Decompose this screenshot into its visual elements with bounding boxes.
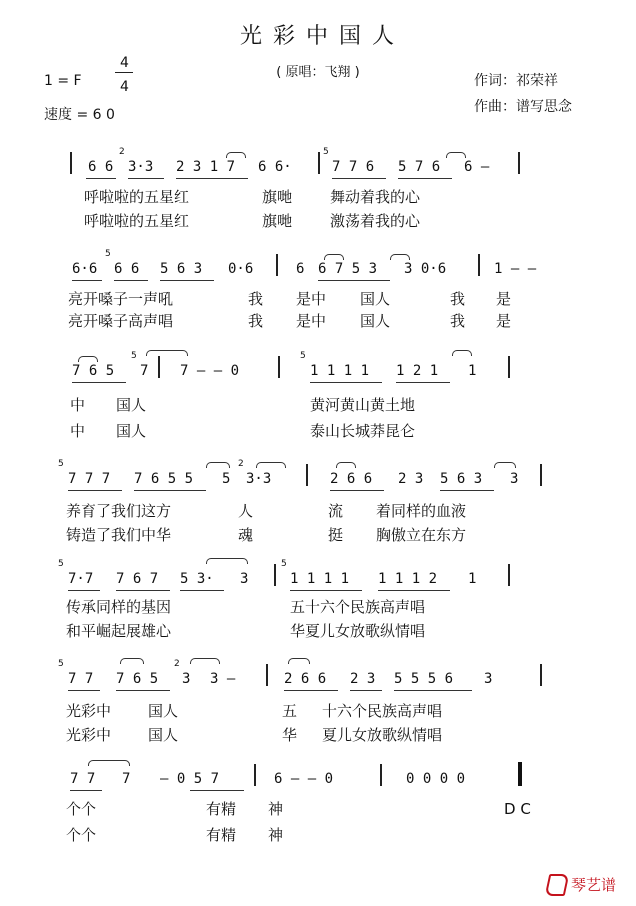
- note-group: 3: [484, 671, 493, 687]
- barline: [478, 254, 480, 276]
- note-group: 6 6·: [258, 159, 292, 175]
- lyric-line: 是: [496, 290, 512, 308]
- lyric-line: 中: [70, 422, 86, 440]
- lyric-line: 我: [248, 312, 264, 330]
- underline: [134, 490, 206, 491]
- grace-note: 5: [300, 351, 306, 361]
- lyric-line: 光彩中: [66, 726, 112, 744]
- barline: [508, 356, 510, 378]
- lyric-line: 夏儿女放歌纵情唱: [322, 726, 443, 744]
- grace-note: 2: [174, 659, 180, 669]
- barline: [70, 152, 72, 174]
- tie: [390, 254, 410, 260]
- barline: [508, 564, 510, 586]
- note-group: 7 7: [70, 771, 96, 787]
- underline: [396, 382, 450, 383]
- underline: [128, 178, 164, 179]
- note-group: 7 7: [68, 671, 94, 687]
- note-group: 5 3·: [180, 571, 214, 587]
- underline: [68, 690, 100, 691]
- note-group: 3·3: [128, 159, 154, 175]
- underline: [68, 490, 122, 491]
- underline: [284, 690, 338, 691]
- barline: [306, 464, 308, 486]
- lyric-line: 舞动着我的心: [330, 188, 421, 206]
- lyric-line: 中: [70, 396, 86, 414]
- barline: [540, 464, 542, 486]
- note-group: 1: [468, 363, 477, 379]
- grace-note: 5: [58, 459, 64, 469]
- lyric-line: 国人: [116, 422, 147, 440]
- note-group: 2 6 6: [330, 471, 373, 487]
- lyric-line: 泰山长城莽昆仑: [310, 422, 416, 440]
- underline: [190, 790, 244, 791]
- underline: [114, 280, 148, 281]
- note-group: 0·6: [228, 261, 254, 277]
- lyric-line: 有精: [206, 826, 237, 844]
- grace-note: 5: [105, 249, 111, 259]
- lyric-line: 挺: [328, 526, 344, 544]
- lyric-line: 个个: [66, 800, 97, 818]
- note-group: 3: [510, 471, 519, 487]
- grace-note: 5: [58, 659, 64, 669]
- note-group: 1 – –: [494, 261, 537, 277]
- tie: [206, 558, 248, 564]
- underline: [86, 178, 116, 179]
- note-group: 7 – – 0: [180, 363, 240, 379]
- lyric-line: 铸造了我们中华: [66, 526, 172, 544]
- barline: [276, 254, 278, 276]
- note-group: 6 –: [464, 159, 490, 175]
- underline: [310, 382, 382, 383]
- note-group: 7 7 7: [68, 471, 111, 487]
- tie: [78, 356, 98, 362]
- grace-note: 5: [323, 147, 329, 157]
- lyric-line: 华: [282, 726, 298, 744]
- underline: [70, 790, 102, 791]
- lyric-line: 旗哋: [262, 188, 293, 206]
- barline: [540, 664, 542, 686]
- note-group: 3: [182, 671, 191, 687]
- lyric-line: 激荡着我的心: [330, 212, 421, 230]
- note-group: 6 6: [114, 261, 140, 277]
- lyric-line: 神: [268, 826, 284, 844]
- lyric-line: 着同样的血液: [376, 502, 467, 520]
- note-group: 6: [296, 261, 305, 277]
- lyric-line: 我: [248, 290, 264, 308]
- note-group: 7 7 6: [332, 159, 375, 175]
- da-capo-marking: D C: [504, 800, 531, 818]
- note-group: 7·7: [68, 571, 94, 587]
- note-group: 7 6 7: [116, 571, 159, 587]
- note-group: 1 1 1 1: [290, 571, 350, 587]
- note-group: 3 –: [210, 671, 236, 687]
- barline: [518, 152, 520, 174]
- underline: [330, 490, 384, 491]
- note-group: 1 2 1: [396, 363, 439, 379]
- note-group: 2 3: [350, 671, 376, 687]
- barline: [274, 564, 276, 586]
- note-group: 6 6: [88, 159, 114, 175]
- underline: [116, 590, 170, 591]
- lyric-line: 亮开嗓子高声唱: [68, 312, 174, 330]
- underline: [160, 280, 214, 281]
- tie: [206, 462, 230, 468]
- lyric-line: 和平崛起展雄心: [66, 622, 172, 640]
- note-group: 3·3: [246, 471, 272, 487]
- lyric-line: 国人: [148, 726, 179, 744]
- lyricist-credit: 作词：祁荣祥: [474, 73, 558, 89]
- barline: [380, 764, 382, 786]
- note-group: 0 0 0 0: [406, 771, 466, 787]
- watermark-text: 琴艺谱: [570, 875, 616, 894]
- lyric-line: 我: [450, 290, 466, 308]
- lyric-line: 神: [268, 800, 284, 818]
- underline: [318, 280, 390, 281]
- lyric-line: 国人: [360, 312, 391, 330]
- lyric-line: 国人: [360, 290, 391, 308]
- underline: [378, 590, 450, 591]
- tie: [494, 462, 516, 468]
- note-group: 3 0·6: [404, 261, 447, 277]
- tie: [226, 152, 246, 158]
- note-group: 5 6 3: [440, 471, 483, 487]
- song-subtitle: ( 原唱：飞翔 ): [276, 65, 360, 80]
- lyric-line: 国人: [116, 396, 147, 414]
- lyric-line: 人: [238, 502, 254, 520]
- note-group: 6 7 5 3: [318, 261, 378, 277]
- final-barline: [518, 762, 522, 786]
- note-group: 7 6 5 5: [134, 471, 194, 487]
- underline: [68, 590, 100, 591]
- logo-icon: [545, 874, 570, 896]
- key-signature: 1 = F: [44, 73, 82, 89]
- tie: [88, 760, 130, 766]
- composer-credit: 作曲：谱写思念: [474, 99, 572, 115]
- underline: [394, 690, 472, 691]
- underline: [176, 178, 248, 179]
- tie: [324, 254, 344, 260]
- barline: [158, 356, 160, 378]
- barline: [266, 664, 268, 686]
- lyric-line: 呼啦啦的五星红: [84, 188, 190, 206]
- tie: [256, 462, 286, 468]
- note-group: 2 3: [398, 471, 424, 487]
- grace-note: 5: [281, 559, 287, 569]
- tie: [146, 350, 188, 356]
- lyric-line: 旗哋: [262, 212, 293, 230]
- note-group: 1: [468, 571, 477, 587]
- watermark-logo: [547, 874, 616, 896]
- underline: [332, 178, 386, 179]
- tie: [288, 658, 310, 664]
- time-signature-top: 4: [120, 55, 129, 71]
- note-group: 5: [222, 471, 231, 487]
- lyric-line: 五十六个民族高声唱: [290, 598, 426, 616]
- tempo-marking: 速度 = 6 0: [44, 107, 115, 123]
- lyric-line: 国人: [148, 702, 179, 720]
- lyric-line: 亮开嗓子一声吼: [68, 290, 174, 308]
- tie: [120, 658, 144, 664]
- note-group: 5 5 5 6: [394, 671, 454, 687]
- note-group: 7 6 5: [116, 671, 159, 687]
- note-group: 5 6 3: [160, 261, 203, 277]
- barline: [318, 152, 320, 174]
- note-group: 1 1 1 1: [310, 363, 370, 379]
- lyric-line: 是中: [296, 290, 327, 308]
- note-group: 7 6 5: [72, 363, 115, 379]
- lyric-line: 是中: [296, 312, 327, 330]
- lyric-line: 华夏儿女放歌纵情唱: [290, 622, 426, 640]
- lyric-line: 五: [282, 702, 298, 720]
- lyric-line: 是: [496, 312, 512, 330]
- lyric-line: 养育了我们这方: [66, 502, 172, 520]
- lyric-line: 胸傲立在东方: [376, 526, 467, 544]
- note-group: 6 – – 0: [274, 771, 334, 787]
- tie: [446, 152, 466, 158]
- grace-note: 5: [131, 351, 137, 361]
- underline: [290, 590, 362, 591]
- underline: [72, 280, 102, 281]
- lyric-line: 光彩中: [66, 702, 112, 720]
- lyric-line: 传承同样的基因: [66, 598, 172, 616]
- underline: [350, 690, 382, 691]
- time-signature-bottom: 4: [120, 79, 129, 95]
- barline: [254, 764, 256, 786]
- underline: [72, 382, 126, 383]
- note-group: 7: [140, 363, 149, 379]
- lyric-line: 呼啦啦的五星红: [84, 212, 190, 230]
- lyric-line: 魂: [238, 526, 254, 544]
- barline: [278, 356, 280, 378]
- time-signature-divider: [115, 72, 133, 73]
- note-group: 1 1 1 2: [378, 571, 438, 587]
- song-title: 光 彩 中 国 人: [240, 24, 396, 49]
- lyric-line: 个个: [66, 826, 97, 844]
- tie: [190, 658, 220, 664]
- note-group: 6·6: [72, 261, 98, 277]
- tie: [452, 350, 472, 356]
- grace-note: 2: [119, 147, 125, 157]
- note-group: 5 7 6: [398, 159, 441, 175]
- note-group: 2 3 1 7: [176, 159, 236, 175]
- note-group: 3: [240, 571, 249, 587]
- grace-note: 5: [58, 559, 64, 569]
- tie: [336, 462, 356, 468]
- underline: [116, 690, 170, 691]
- note-group: – 0 5 7: [160, 771, 220, 787]
- note-group: 2 6 6: [284, 671, 327, 687]
- underline: [440, 490, 494, 491]
- lyric-line: 我: [450, 312, 466, 330]
- underline: [180, 590, 224, 591]
- lyric-line: 有精: [206, 800, 237, 818]
- lyric-line: 黄河黄山黄土地: [310, 396, 416, 414]
- lyric-line: 流: [328, 502, 344, 520]
- note-group: 7: [122, 771, 131, 787]
- underline: [398, 178, 452, 179]
- lyric-line: 十六个民族高声唱: [322, 702, 443, 720]
- grace-note: 2: [238, 459, 244, 469]
